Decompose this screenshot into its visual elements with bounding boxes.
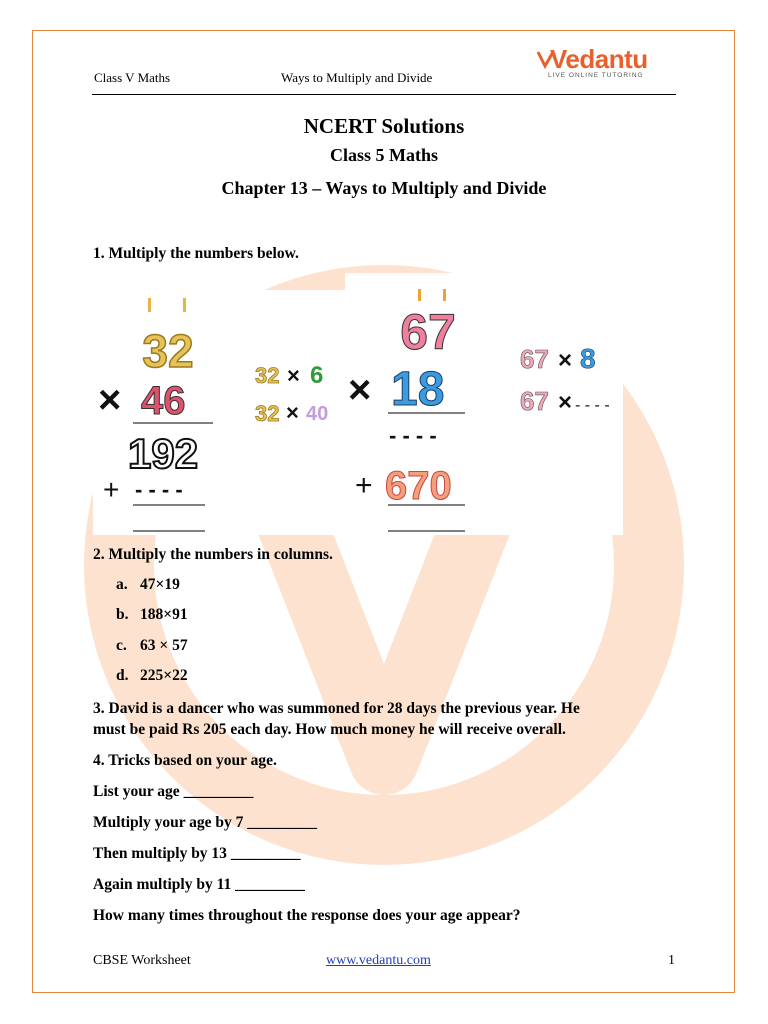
footer-page-number: 1 bbox=[668, 953, 675, 968]
right-side-1-b: 8 bbox=[580, 343, 596, 374]
right-side-2-op: × bbox=[558, 389, 573, 416]
q2-item-d-letter: d. bbox=[116, 667, 129, 684]
left-side-1-a: 32 bbox=[255, 363, 280, 388]
header-class: Class V Maths bbox=[94, 70, 171, 85]
q4-line-times-13: Then multiply by 13 _________ bbox=[93, 845, 301, 862]
header-chapter: Ways to Multiply and Divide bbox=[281, 70, 433, 85]
right-blank: - - - - bbox=[389, 423, 437, 448]
chapter-title: Chapter 13 – Ways to Multiply and Divide bbox=[221, 178, 547, 198]
class-subtitle: Class 5 Maths bbox=[329, 145, 438, 165]
header-rule bbox=[92, 94, 676, 95]
left-side-1-op: × bbox=[287, 363, 300, 388]
q2-item-b-expr: 188×91 bbox=[140, 606, 188, 623]
q4-line-age: List your age _________ bbox=[93, 783, 254, 800]
question-3-line-2: must be paid Rs 205 each day. How much money he will receive overall. bbox=[93, 721, 566, 738]
right-times-sign: × bbox=[348, 368, 372, 412]
left-side-2-a: 32 bbox=[255, 401, 280, 426]
q2-item-b bbox=[116, 606, 188, 624]
page-title: NCERT Solutions bbox=[303, 114, 465, 138]
multiplication-figure bbox=[93, 273, 623, 535]
logo-text: Vedantu bbox=[550, 44, 648, 74]
q2-item-d-expr: 225×22 bbox=[140, 667, 188, 684]
right-side-1-op: × bbox=[558, 347, 573, 374]
q4-line-question: How many times throughout the response does your age appear? bbox=[93, 907, 521, 924]
question-3-line-1: 3. David is a dancer who was summoned for 28 days the previous year. He bbox=[93, 700, 580, 717]
right-side-1-a: 67 bbox=[520, 344, 549, 374]
footer-worksheet: CBSE Worksheet bbox=[93, 953, 191, 968]
left-partial-product: 192 bbox=[128, 430, 199, 477]
left-blank: - - - - bbox=[135, 477, 183, 502]
left-plus-sign: + bbox=[103, 474, 120, 505]
right-top-number: 67 bbox=[400, 304, 456, 360]
left-top-number: 32 bbox=[142, 325, 194, 377]
q2-item-c-expr: 63 × 57 bbox=[140, 637, 188, 654]
question-2: 2. Multiply the numbers in columns. bbox=[93, 546, 333, 563]
logo-tagline: LIVE ONLINE TUTORING bbox=[548, 72, 644, 79]
left-side-1-b: 6 bbox=[310, 362, 324, 389]
question-4: 4. Tricks based on your age. bbox=[93, 752, 277, 769]
right-side-2-blank: - - - - bbox=[575, 397, 610, 414]
right-partial-product: 670 bbox=[385, 464, 452, 508]
q2-item-c bbox=[116, 637, 188, 655]
q4-line-times-7: Multiply your age by 7 _________ bbox=[93, 814, 318, 831]
q2-item-a bbox=[116, 576, 180, 594]
left-bottom-number: 46 bbox=[141, 379, 186, 423]
left-times-sign: × bbox=[98, 378, 122, 422]
left-side-2-op: × bbox=[286, 400, 299, 425]
q2-item-d bbox=[116, 667, 188, 685]
q2-item-a-expr: 47×19 bbox=[140, 576, 180, 593]
footer-vedantu-link[interactable]: www.vedantu.com bbox=[326, 953, 431, 968]
vedantu-logo bbox=[536, 44, 668, 82]
q4-line-times-11: Again multiply by 11 _________ bbox=[93, 876, 305, 893]
right-plus-sign: + bbox=[355, 469, 373, 502]
right-bottom-number: 18 bbox=[391, 363, 445, 416]
question-1: 1. Multiply the numbers below. bbox=[93, 245, 299, 262]
left-side-2-b: 40 bbox=[306, 403, 329, 425]
right-side-2-a: 67 bbox=[520, 386, 549, 416]
q2-item-a-letter: a. bbox=[116, 576, 128, 593]
q2-item-c-letter: c. bbox=[116, 637, 127, 654]
q2-item-b-letter: b. bbox=[116, 606, 129, 623]
